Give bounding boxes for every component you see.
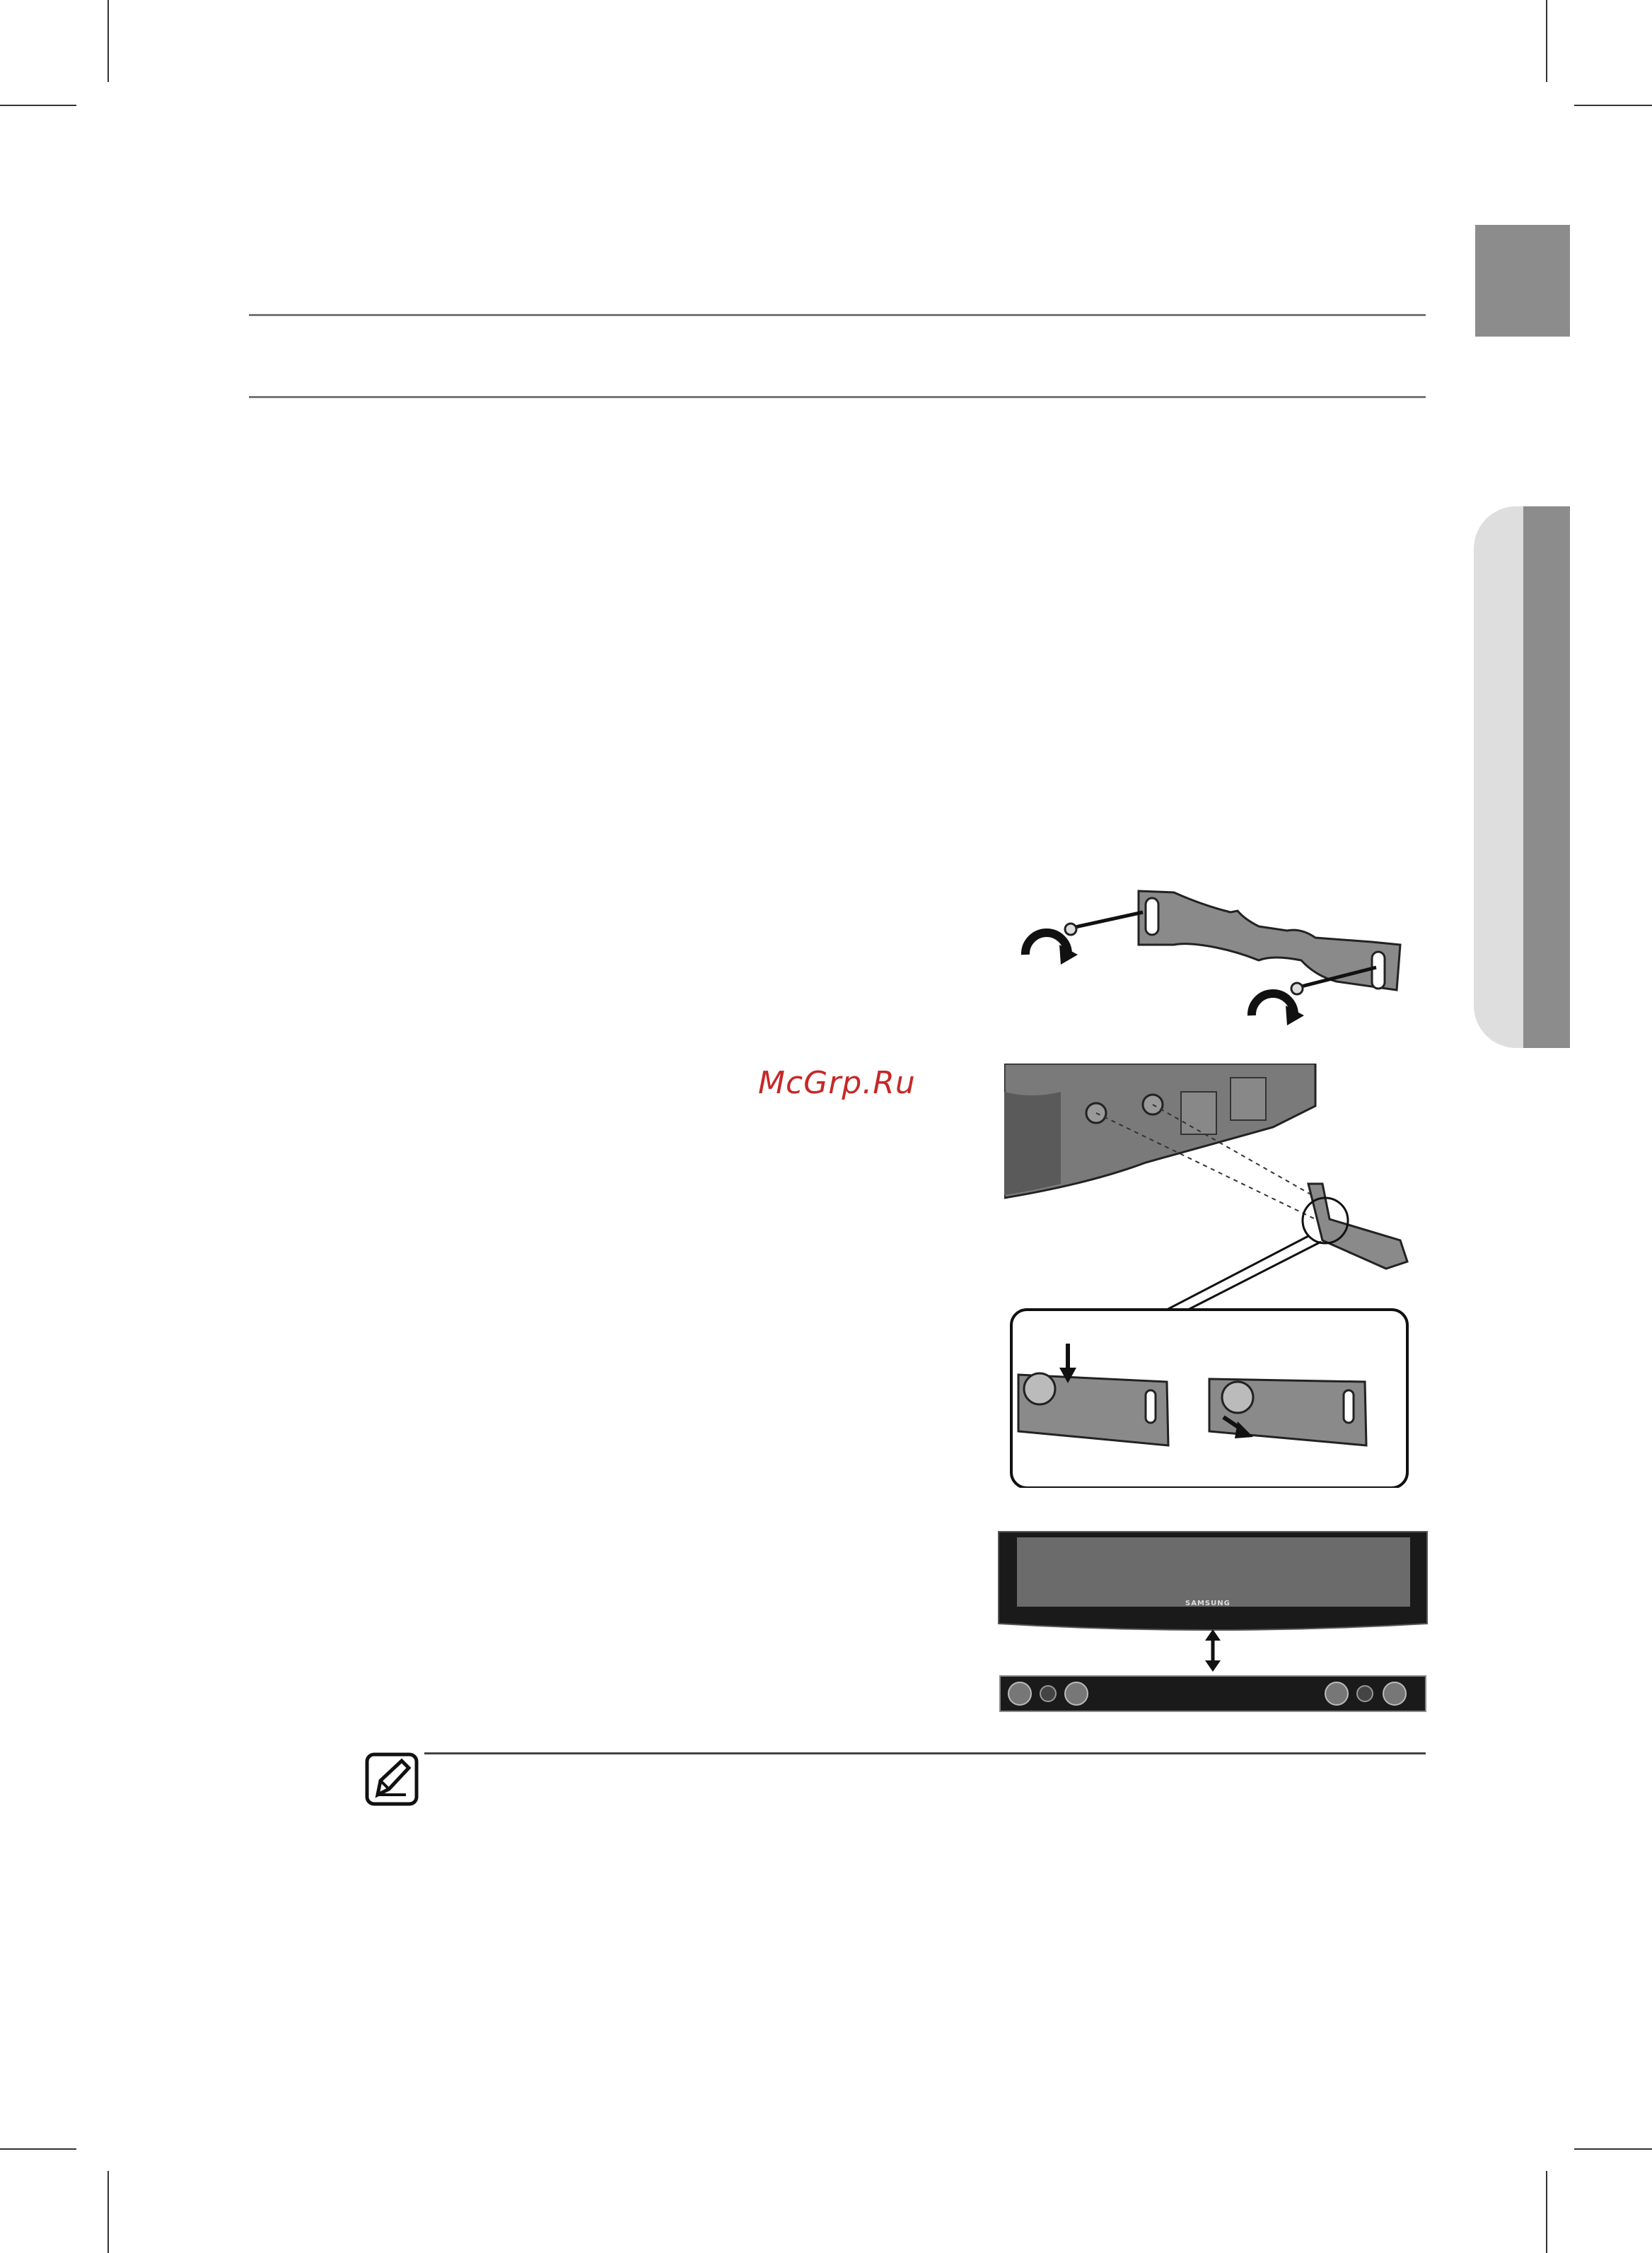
crop-mark-bottom-right-v [1546, 2171, 1547, 2253]
crop-mark-bottom-left-v [107, 2171, 109, 2253]
header-rule-bottom [249, 396, 1426, 398]
chapter-tab [1475, 225, 1570, 337]
mounting-detail-figure [1004, 1064, 1429, 1488]
section-tab-light [1474, 506, 1523, 1048]
section-tab-dark [1523, 506, 1570, 1048]
note-pencil-icon [365, 1752, 419, 1806]
tv-soundbar-illustration [997, 1530, 1429, 1714]
crop-mark-top-left-h [0, 105, 76, 106]
crop-mark-bottom-right-h [1574, 2148, 1652, 2150]
crop-mark-top-right-h [1574, 105, 1652, 106]
double-arrow-icon [1205, 1629, 1221, 1672]
watermark: McGrp.Ru [758, 1065, 916, 1101]
tv-soundbar-figure [997, 1530, 1429, 1714]
crop-mark-top-right-v [1546, 0, 1547, 82]
rotate-screw-icon [1025, 912, 1143, 965]
crop-mark-top-left-v [107, 0, 109, 82]
crop-mark-bottom-left-h [0, 2148, 76, 2150]
note-rule [424, 1752, 1426, 1754]
header-rule-top [249, 314, 1426, 316]
tv-brand-label: SAMSUNG [1185, 1600, 1231, 1607]
bracket-screws-figure [1004, 877, 1421, 1032]
